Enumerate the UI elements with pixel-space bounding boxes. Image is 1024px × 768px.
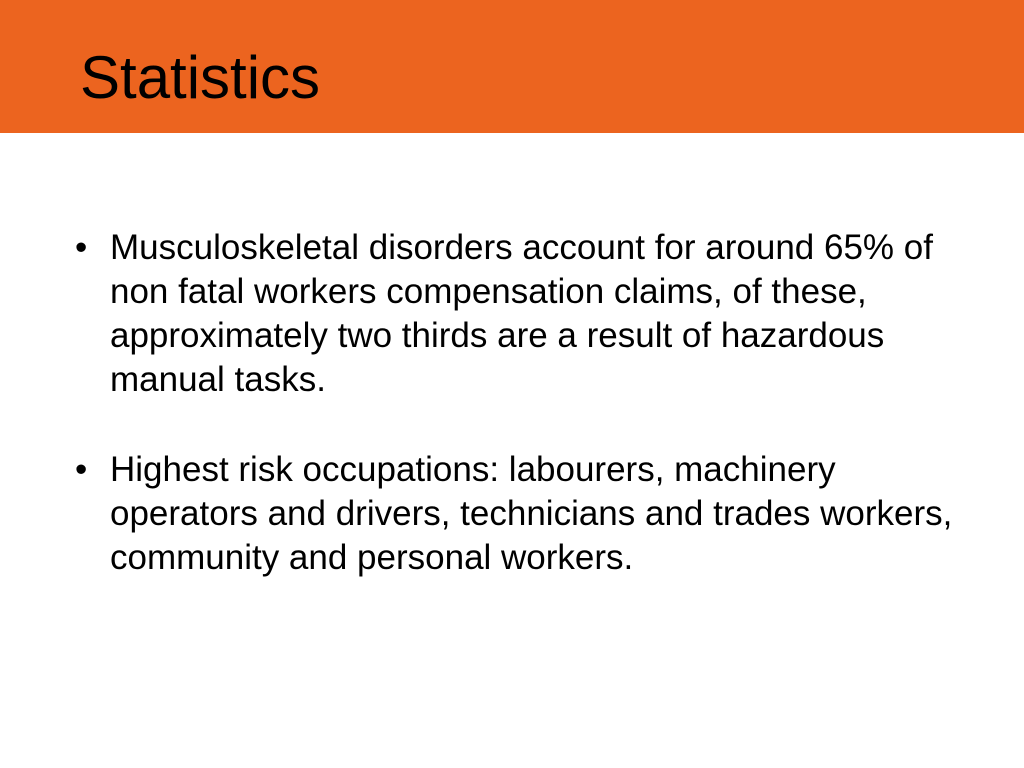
bullet-marker: • <box>75 450 88 489</box>
bullet-item <box>75 226 975 402</box>
title-bar <box>0 0 1024 133</box>
bullet-text: Highest risk occupations: labourers, machinery operators and drivers, technicians and trades workers, community and personal workers. <box>110 450 953 577</box>
bullet-marker: • <box>75 228 88 267</box>
bullet-item <box>75 448 975 580</box>
slide-title: Statistics <box>80 44 321 111</box>
bullet-text: Musculoskeletal disorders account for around 65% of non fatal workers compensation claims, of these, approximately two thirds are a result of hazardous manual tasks. <box>110 228 933 399</box>
bullet-list <box>75 226 975 580</box>
